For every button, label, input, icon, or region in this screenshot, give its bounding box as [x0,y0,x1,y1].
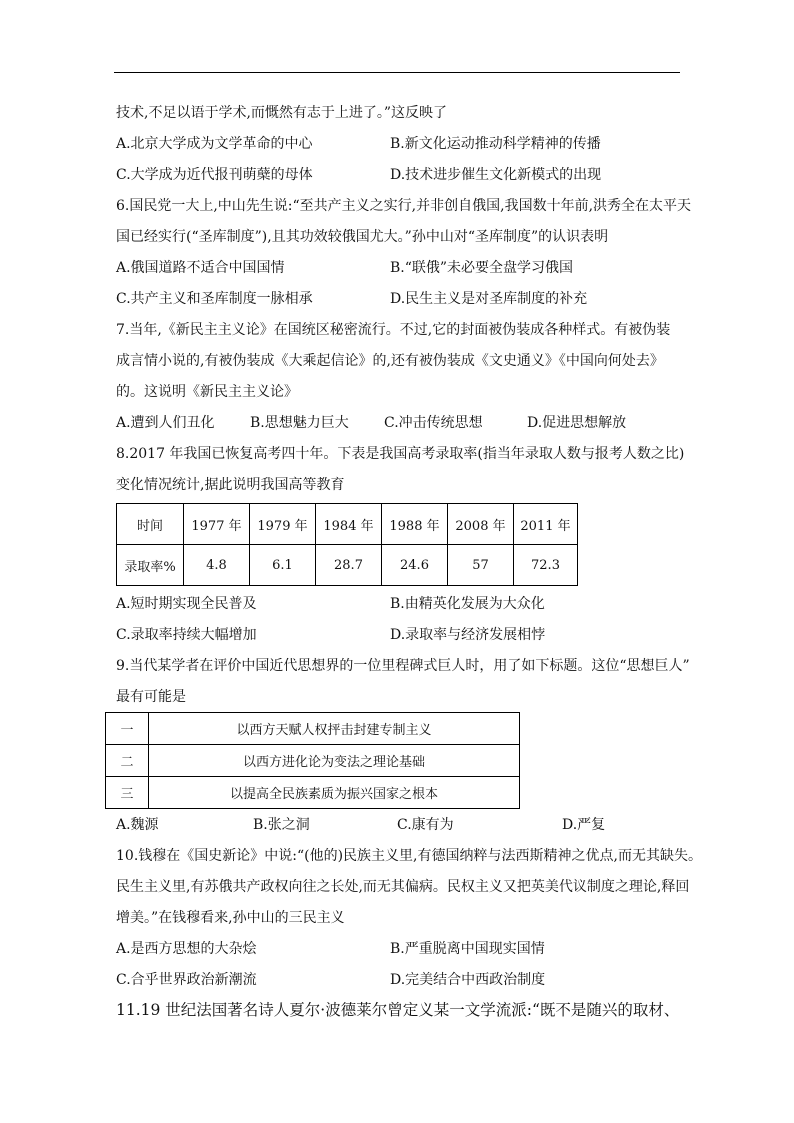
table-cell: 三 [106,777,149,809]
q6-option-b: B.“联俄”未必要全盘学习俄国 [390,260,574,276]
q10-option-b: B.严重脱离中国现实国情 [390,941,545,957]
q10-option-a: A.是西方思想的大杂烩 [116,941,257,957]
table-cell: 72.3 [514,545,578,586]
admission-rate-table [116,503,578,586]
table-cell: 以提高全民族素质为振兴国家之根本 [149,777,520,809]
table-cell: 时间 [117,504,184,545]
q7-stem-line2: 成言情小说的,有被伪装成《大乘起信论》的,还有被伪装成《文史通义》《中国向何处去》 [116,353,664,369]
q7-option-b: B.思想魅力巨大 [250,415,349,431]
table-cell: 1977 年 [184,504,250,545]
q5-stem-tail: 技术,不足以语于学术,而慨然有志于上进了。”这反映了 [116,105,448,121]
q7-stem-line1: 7.当年,《新民主主义论》在国统区秘密流行。不过,它的封面被伪装成各种样式。有被伪装 [116,322,671,338]
q10-stem-line2: 民生主义里,有苏俄共产政权向往之长处,而无其偏病。民权主义又把英美代议制度之理论,释回 [116,879,690,895]
q9-option-c: C.康有为 [397,817,454,833]
table-cell: 2008 年 [448,504,514,545]
q6-option-c: C.共产主义和圣库制度一脉相承 [116,291,313,307]
table-row [106,745,520,777]
q9-option-d: D.严复 [562,817,606,833]
q7-option-d: D.促进思想解放 [527,415,627,431]
table-cell: 1979 年 [250,504,316,545]
header-rule [114,72,680,73]
q8-option-c: C.录取率持续大幅增加 [116,627,257,643]
table-cell: 28.7 [316,545,382,586]
q10-stem-line1: 10.钱穆在《国史新论》中说:“(他的)民族主义里,有德国纳粹与法西斯精神之优点,而无其缺失。 [116,848,702,864]
table-cell: 6.1 [250,545,316,586]
table-row [106,713,520,745]
table-cell: 4.8 [184,545,250,586]
table-cell: 一 [106,713,149,745]
q8-stem-line2: 变化情况统计,据此说明我国高等教育 [116,477,345,493]
q6-stem-line2: 国已经实行(“圣库制度”),且其功效较俄国尤大。”孙中山对“圣库制度”的认识表明 [116,229,609,245]
q5-option-b: B.新文化运动推动科学精神的传播 [390,136,601,152]
q9-stem-line1: 9.当代某学者在评价中国近代思想界的一位里程碑式巨人时，用了如下标题。这位“思想巨人” [116,658,690,674]
table-row [117,545,578,586]
q8-option-a: A.短时期实现全民普及 [116,596,257,612]
q8-stem-line1: 8.2017 年我国已恢复高考四十年。下表是我国高考录取率(指当年录取人数与报考人数之比) [116,446,685,462]
table-cell: 24.6 [382,545,448,586]
q10-stem-line3: 增美。”在钱穆看来,孙中山的三民主义 [116,910,345,926]
table-cell: 57 [448,545,514,586]
q6-option-a: A.俄国道路不适合中国国情 [116,260,285,276]
q9-stem-line2: 最有可能是 [116,689,186,705]
q9-option-a: A.魏源 [116,817,159,833]
q5-option-d: D.技术进步催生文化新模式的出现 [390,167,602,183]
table-cell: 2011 年 [514,504,578,545]
table-cell: 录取率% [117,545,184,586]
q6-stem-line1: 6.国民党一大上,中山先生说:“至共产主义之实行,并非创自俄国,我国数十年前,洪秀全在太平天 [116,198,692,214]
table-cell: 以西方天赋人权抨击封建专制主义 [149,713,520,745]
table-cell: 二 [106,745,149,777]
table-cell: 以西方进化论为变法之理论基础 [149,745,520,777]
table-cell: 1988 年 [382,504,448,545]
q5-option-a: A.北京大学成为文学革命的中心 [116,136,313,152]
q5-option-c: C.大学成为近代报刊萌蘖的母体 [116,167,313,183]
q8-option-b: B.由精英化发展为大众化 [390,596,545,612]
q7-stem-line3: 的。这说明《新民主主义论》 [116,384,298,400]
q6-option-d: D.民生主义是对圣库制度的补充 [390,291,588,307]
table-row [106,777,520,809]
q10-option-d: D.完美结合中西政治制度 [390,972,546,988]
table-cell: 1984 年 [316,504,382,545]
thinker-headings-table [105,712,520,809]
q7-option-a: A.遭到人们丑化 [116,415,215,431]
q9-option-b: B.张之洞 [253,817,310,833]
q7-option-c: C.冲击传统思想 [384,415,483,431]
table-row [117,504,578,545]
q10-option-c: C.合乎世界政治新潮流 [116,972,257,988]
q11-stem-line1: 11.19 世纪法国著名诗人夏尔·波德莱尔曾定义某一文学流派:“既不是随兴的取材、 [116,1001,680,1019]
q8-option-d: D.录取率与经济发展相悖 [390,627,546,643]
